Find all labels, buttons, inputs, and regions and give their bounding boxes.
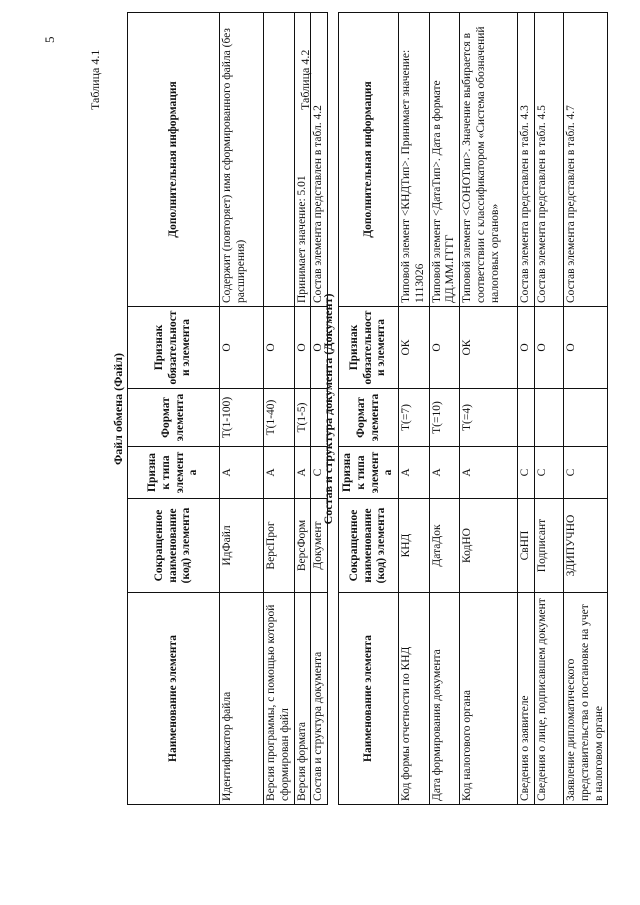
element-type: С — [518, 447, 535, 499]
element-code: КНД — [399, 499, 430, 593]
element-code: Подписант — [534, 499, 563, 593]
element-info: Состав элемента представлен в табл. 4.5 — [534, 13, 563, 307]
header-cell: Наименование элемента — [339, 593, 399, 805]
element-required: О — [220, 307, 264, 389]
element-required: О — [563, 307, 607, 389]
element-format: T(1-5) — [294, 389, 311, 447]
element-format — [534, 389, 563, 447]
element-info: Состав элемента представлен в табл. 4.7 — [563, 13, 607, 307]
header-cell: Сокращенное наименование (код) элемента — [339, 499, 399, 593]
header-cell: Наименование элемента — [128, 593, 220, 805]
element-info: Типовой элемент <СОНОТип>. Значение выбирается в соответствии с классификатором «Система обозначений налоговых органов» — [460, 13, 518, 307]
element-info: Типовой элемент <КНДТип>. Принимает значение: 1113026 — [399, 13, 430, 307]
table-row — [399, 13, 430, 805]
element-info: Типовой элемент <ДатаТип>. Дата в формате ДД.ММ.ГГГГ — [429, 13, 460, 307]
element-info — [264, 13, 295, 307]
header-cell: Признак обязательности элемента — [128, 307, 220, 389]
header-cell: Дополнительная информация — [339, 13, 399, 307]
table-row — [534, 13, 563, 805]
element-format: T(1-40) — [264, 389, 295, 447]
table-header-row — [128, 13, 220, 805]
element-code: СвНП — [518, 499, 535, 593]
element-type: А — [294, 447, 311, 499]
table-4-1-number: Таблица 4.1 — [88, 49, 102, 110]
element-info: Содержит (повторяет) имя сформированного файла (без расширения) — [220, 13, 264, 307]
element-required: О — [264, 307, 295, 389]
element-type: А — [220, 447, 264, 499]
element-type: А — [399, 447, 430, 499]
element-name: Заявление дипломатического представительства о постановке на учет в налоговом органе — [563, 593, 607, 805]
element-required: О — [311, 307, 328, 389]
element-required: О — [534, 307, 563, 389]
element-type: А — [264, 447, 295, 499]
table-row — [294, 13, 311, 805]
page-number: 5 — [42, 36, 57, 43]
element-code: ВерсПрог — [264, 499, 295, 593]
element-name: Идентификатор файла — [220, 593, 264, 805]
element-type: С — [563, 447, 607, 499]
element-code: ВерсФорм — [294, 499, 311, 593]
element-format — [563, 389, 607, 447]
table-4-1 — [127, 12, 328, 805]
table-4-2-title: Состав и структура документа (Документ) — [321, 293, 335, 525]
element-name: Сведения о заявителе — [518, 593, 535, 805]
table-header-row — [339, 13, 399, 805]
header-cell: Формат элемента — [128, 389, 220, 447]
element-info: Состав элемента представлен в табл. 4.2 — [311, 13, 328, 307]
element-info: Принимает значение: 5.01 — [294, 13, 311, 307]
header-cell: Признак типа элемента — [128, 447, 220, 499]
element-type: А — [460, 447, 518, 499]
header-cell: Формат элемента — [339, 389, 399, 447]
table-4-2-number: Таблица 4.2 — [298, 49, 312, 110]
element-code: КодНО — [460, 499, 518, 593]
element-name: Состав и структура документа — [311, 593, 328, 805]
element-required: О — [294, 307, 311, 389]
element-type: А — [429, 447, 460, 499]
element-required: ОК — [399, 307, 430, 389]
element-name: Дата формирования документа — [429, 593, 460, 805]
element-name: Версия программы, с помощью которой сформирован файл — [264, 593, 295, 805]
header-cell: Признак обязательности элемента — [339, 307, 399, 389]
table-row — [460, 13, 518, 805]
element-required: ОК — [460, 307, 518, 389]
element-format: T(=4) — [460, 389, 518, 447]
table-row — [220, 13, 264, 805]
element-format: T(=7) — [399, 389, 430, 447]
element-info: Состав элемента представлен в табл. 4.3 — [518, 13, 535, 307]
element-code: ЗДИПУЧНО — [563, 499, 607, 593]
table-row — [429, 13, 460, 805]
element-name: Версия формата — [294, 593, 311, 805]
element-required: О — [429, 307, 460, 389]
element-code: ИдФайл — [220, 499, 264, 593]
table-row — [264, 13, 295, 805]
element-format: T(=10) — [429, 389, 460, 447]
element-name: Код формы отчетности по КНД — [399, 593, 430, 805]
header-cell: Дополнительная информация — [128, 13, 220, 307]
element-name: Код налогового органа — [460, 593, 518, 805]
table-4-1-title: Файл обмена (Файл) — [111, 352, 125, 466]
element-code: ДатаДок — [429, 499, 460, 593]
element-code: Документ — [311, 499, 328, 593]
table-row — [563, 13, 607, 805]
element-required: О — [518, 307, 535, 389]
header-cell: Признак типа элемента — [339, 447, 399, 499]
element-format: T(1-100) — [220, 389, 264, 447]
element-format — [518, 389, 535, 447]
element-type: С — [534, 447, 563, 499]
element-type: С — [311, 447, 328, 499]
table-4-2 — [338, 12, 608, 805]
header-cell: Сокращенное наименование (код) элемента — [128, 499, 220, 593]
element-name: Сведения о лице, подписавшем документ — [534, 593, 563, 805]
table-row — [518, 13, 535, 805]
